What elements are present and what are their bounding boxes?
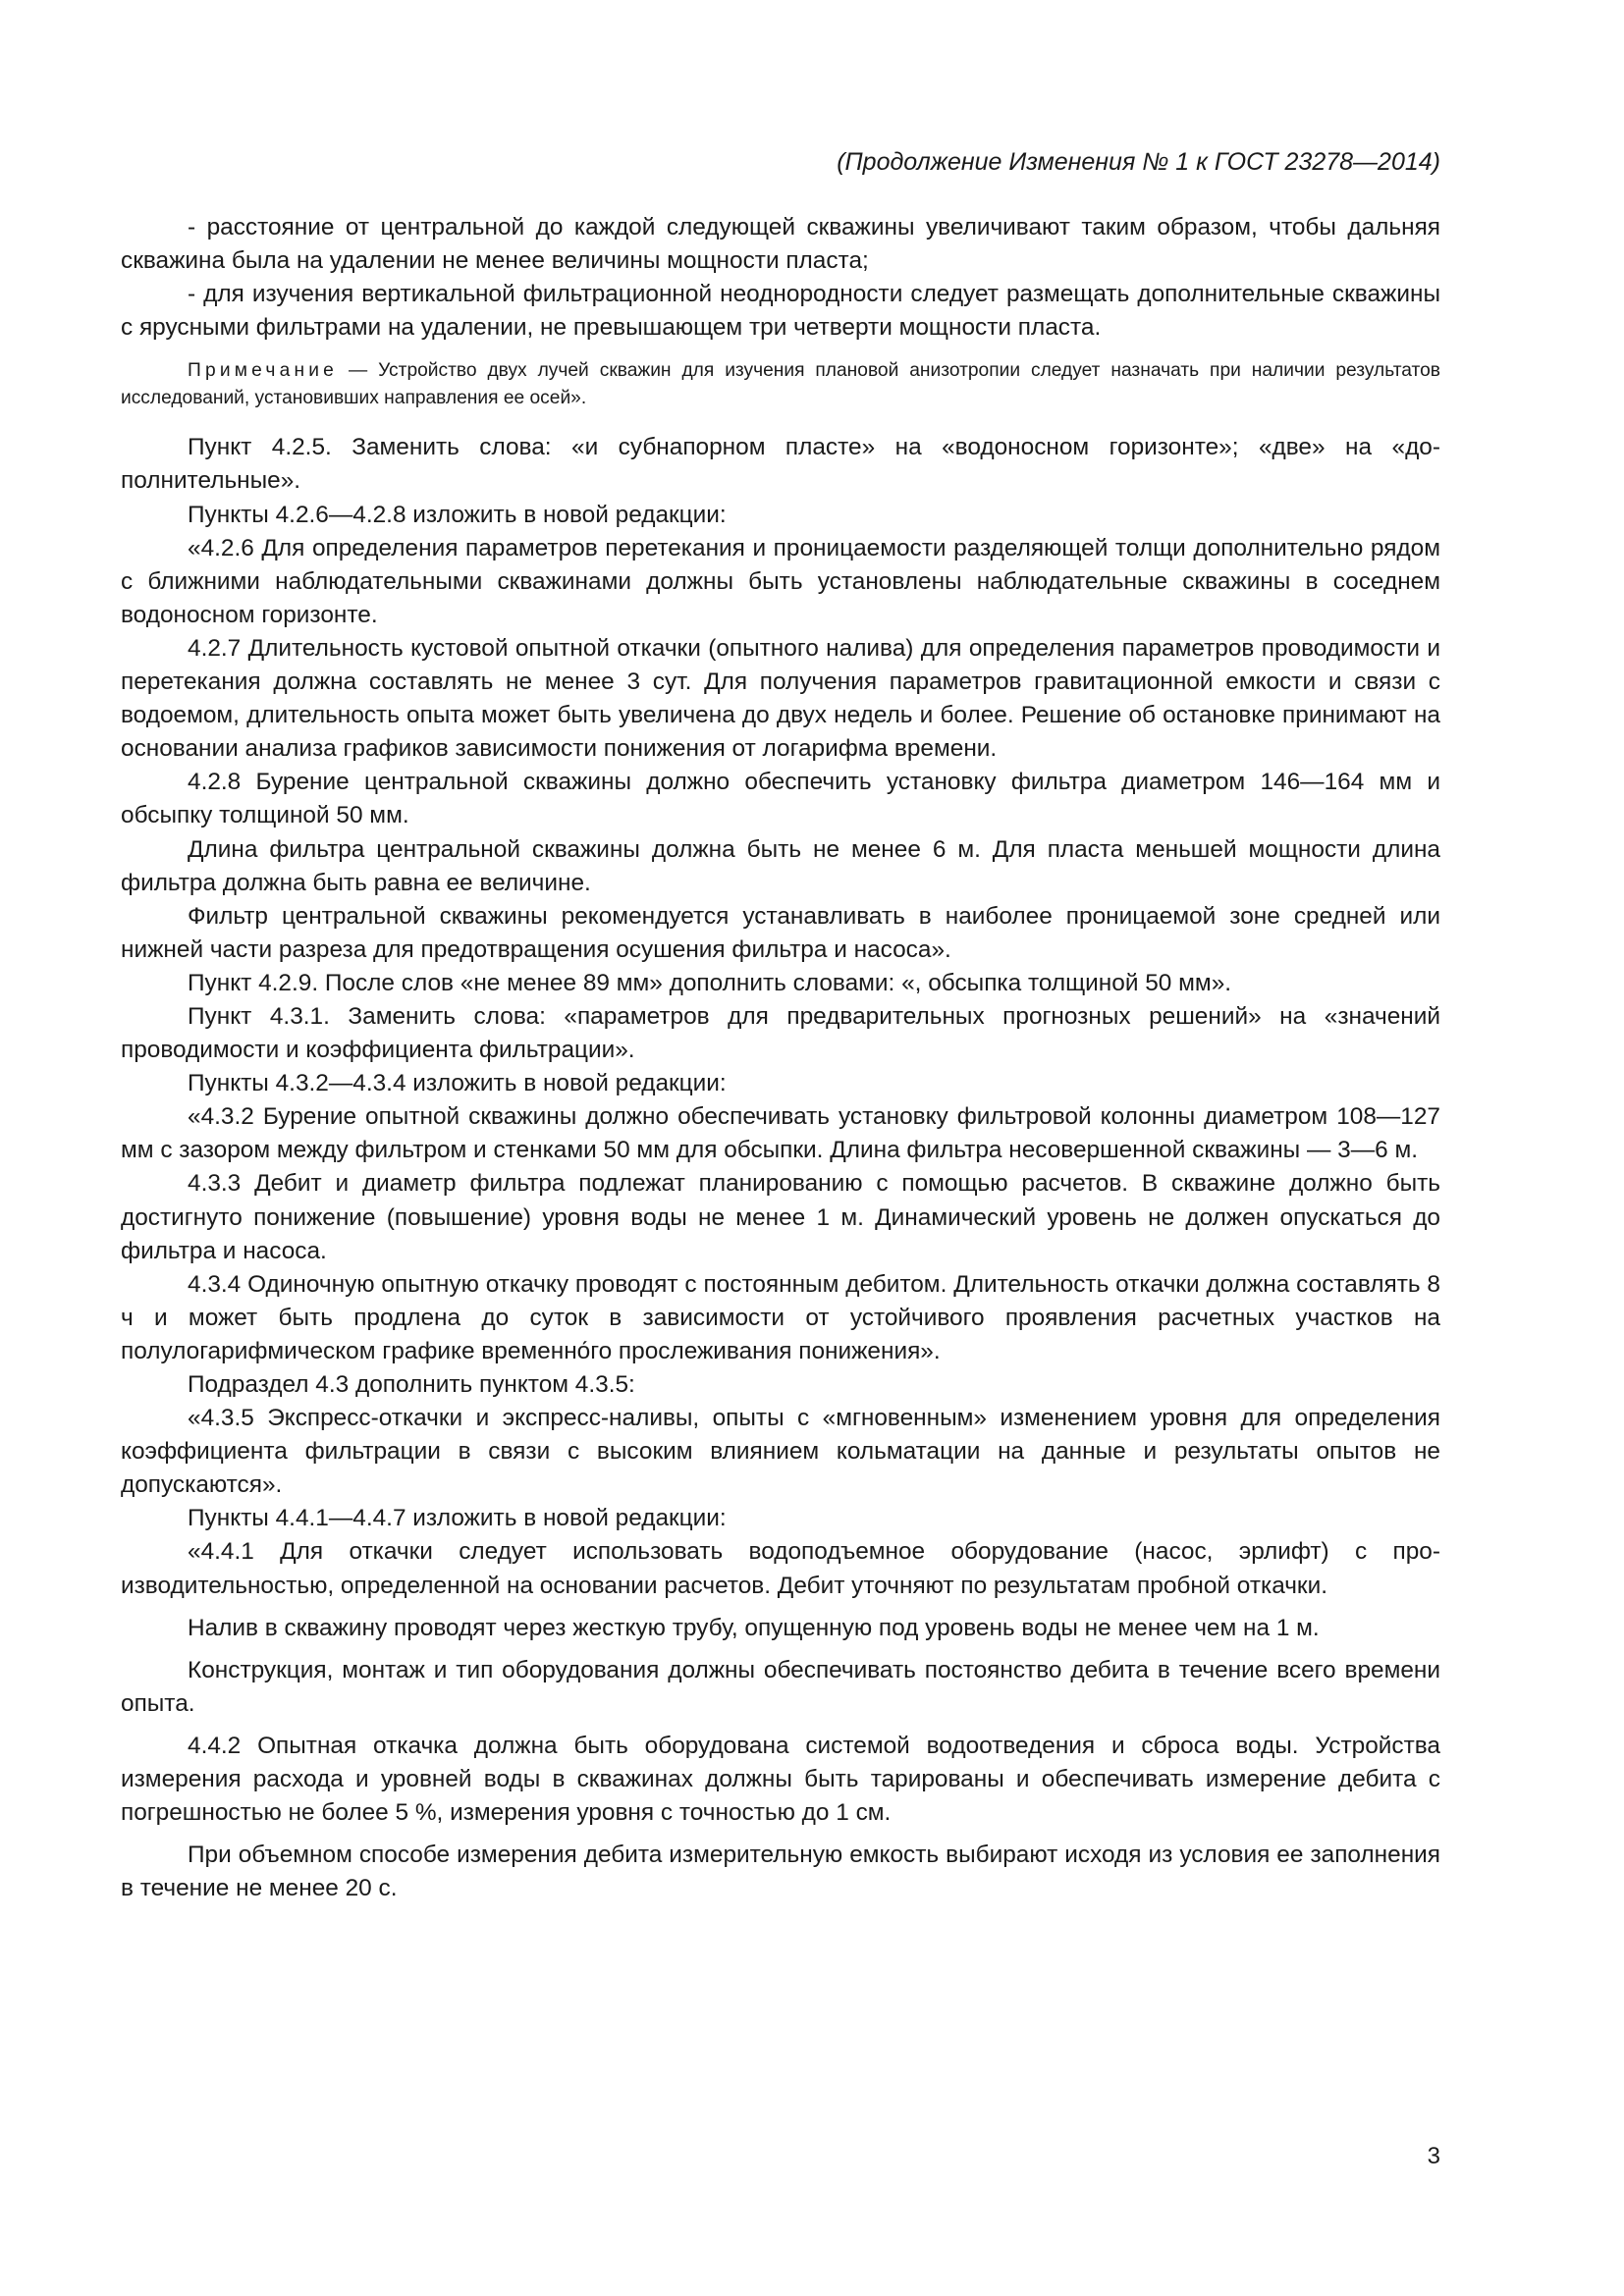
paragraph: 4.3.4 Одиночную опытную откачку проводят с постоянным дебитом. Длительность откачки должна составлять 8 ч и может быть продлена до суток в зависимости от устойчивого проявления расчетных участков на полулогарифмическом графике временно́го прослеживания понижения». bbox=[121, 1270, 1440, 1364]
paragraph: Пункт 4.2.5. Заменить слова: «и субнапорном пласте» на «водоносном горизонте»; «две» на «дополнительные». bbox=[121, 434, 1440, 495]
paragraph: Длина фильтра центральной скважины должна быть не менее 6 м. Для пласта меньшей мощности длина фильтра должна быть равна ее величине. bbox=[121, 835, 1440, 896]
document-body bbox=[121, 211, 1440, 1905]
paragraph: Пункт 4.3.1. Заменить слова: «параметров для предварительных прогнозных решений» на «значений проводимости и коэффициента фильтрации». bbox=[121, 1002, 1440, 1064]
paragraph: - для изучения вертикальной фильтрационной неоднородности следует размещать дополнительные скважины с ярусными фильтрами на удалении, не превышающем три четверти мощности пласта. bbox=[121, 281, 1440, 342]
page-number: 3 bbox=[1427, 2143, 1440, 2169]
paragraph: Пункты 4.4.1—4.4.7 изложить в новой редакции: bbox=[188, 1505, 727, 1532]
paragraph: При объемном способе измерения дебита измерительную емкость выбирают исходя из условия ее заполнения в течение не менее 20 с. bbox=[121, 1842, 1440, 1902]
paragraph: Конструкция, монтаж и тип оборудования должны обеспечивать постоянство дебита в течение всего времени опыта. bbox=[121, 1656, 1440, 1717]
paragraph: «4.3.2 Бурение опытной скважины должно обеспечивать установку фильтровой колонны диаметром 108—127 мм с зазором между фильтром и стенками 50 мм для обсыпки. Длина фильтра несовершенной скважины — 3—6 м. bbox=[121, 1103, 1440, 1164]
paragraph: Пункты 4.3.2—4.3.4 изложить в новой редакции: bbox=[188, 1070, 727, 1097]
paragraph: Пункт 4.2.9. После слов «не менее 89 мм» дополнить словами: «, обсыпка толщиной 50 мм». bbox=[188, 969, 1232, 996]
paragraph: Налив в скважину проводят через жесткую трубу, опущенную под уровень воды не менее чем на 1 м. bbox=[188, 1614, 1320, 1641]
paragraph: 4.4.2 Опытная откачка должна быть оборудована системой водоотведения и сброса воды. Устройства измерения расхода и уровней воды в скважинах должны быть тарированы и обеспечивать измерение дебита с погрешностью не более 5 %, измерения уровня с точностью до 1 см. bbox=[121, 1732, 1440, 1827]
paragraph: «4.4.1 Для откачки следует использовать водоподъемное оборудование (насос, эрлифт) с производительностью, определенной на основании расчетов. Дебит уточняют по результатам пробной откачки. bbox=[121, 1538, 1440, 1599]
document-page bbox=[121, 0, 1440, 2296]
note bbox=[121, 357, 1440, 412]
paragraph: - расстояние от центральной до каждой следующей скважины увеличивают таким образом, чтобы дальняя скважина была на удалении не менее величины мощности пласта; bbox=[121, 214, 1440, 275]
paragraph: «4.2.6 Для определения параметров перетекания и проницаемости разделяющей толщи дополнительно рядом с ближними наблюдательными скважинами должны быть установлены наблюдательные скважины в соседнем водоносном горизонте. bbox=[121, 534, 1440, 628]
paragraph: Фильтр центральной скважины рекомендуется устанавливать в наиболее проницаемой зоне средней или нижней части разреза для предотвращения осушения фильтра и насоса». bbox=[121, 902, 1440, 963]
paragraph: 4.2.7 Длительность кустовой опытной откачки (опытного налива) для определения параметров проводимости и перетекания должна составлять не менее 3 сут. Для получения параметров гравитационной емкости и связи с водоемом, длительность опыта может быть увеличена до двух недель и более. Решение об остановке принимают на основании анализа графиков зависимости понижения от логарифма времени. bbox=[121, 634, 1440, 763]
paragraph: 4.3.3 Дебит и диаметр фильтра подлежат планированию с помощью расчетов. В скважине должно быть достигнуто понижение (повышение) уровня воды не менее 1 м. Динамический уровень не должен опускаться до фильтра и насоса. bbox=[121, 1170, 1440, 1264]
paragraph: 4.2.8 Бурение центральной скважины должно обеспечить установку фильтра диаметром 146—164 мм и обсыпку толщиной 50 мм. bbox=[121, 769, 1440, 829]
paragraph: Пункты 4.2.6—4.2.8 изложить в новой редакции: bbox=[188, 501, 727, 528]
paragraph: Подраздел 4.3 дополнить пунктом 4.3.5: bbox=[188, 1371, 635, 1398]
note-text: — Устройство двух лучей скважин для изучения плановой анизотропии следует назначать при наличии результатов исследований, установивших направления ее осей». bbox=[121, 360, 1440, 409]
note-label: Примечание bbox=[188, 360, 339, 382]
paragraph: «4.3.5 Экспресс-откачки и экспресс-наливы, опыты с «мгновенным» изменением уровня для определения коэффициента фильтрации в связи с высоким влиянием кольматации на данные и результаты опытов не допускаются». bbox=[121, 1405, 1440, 1499]
continuation-header: (Продолжение Изменения № 1 к ГОСТ 23278—2014) bbox=[837, 148, 1440, 176]
